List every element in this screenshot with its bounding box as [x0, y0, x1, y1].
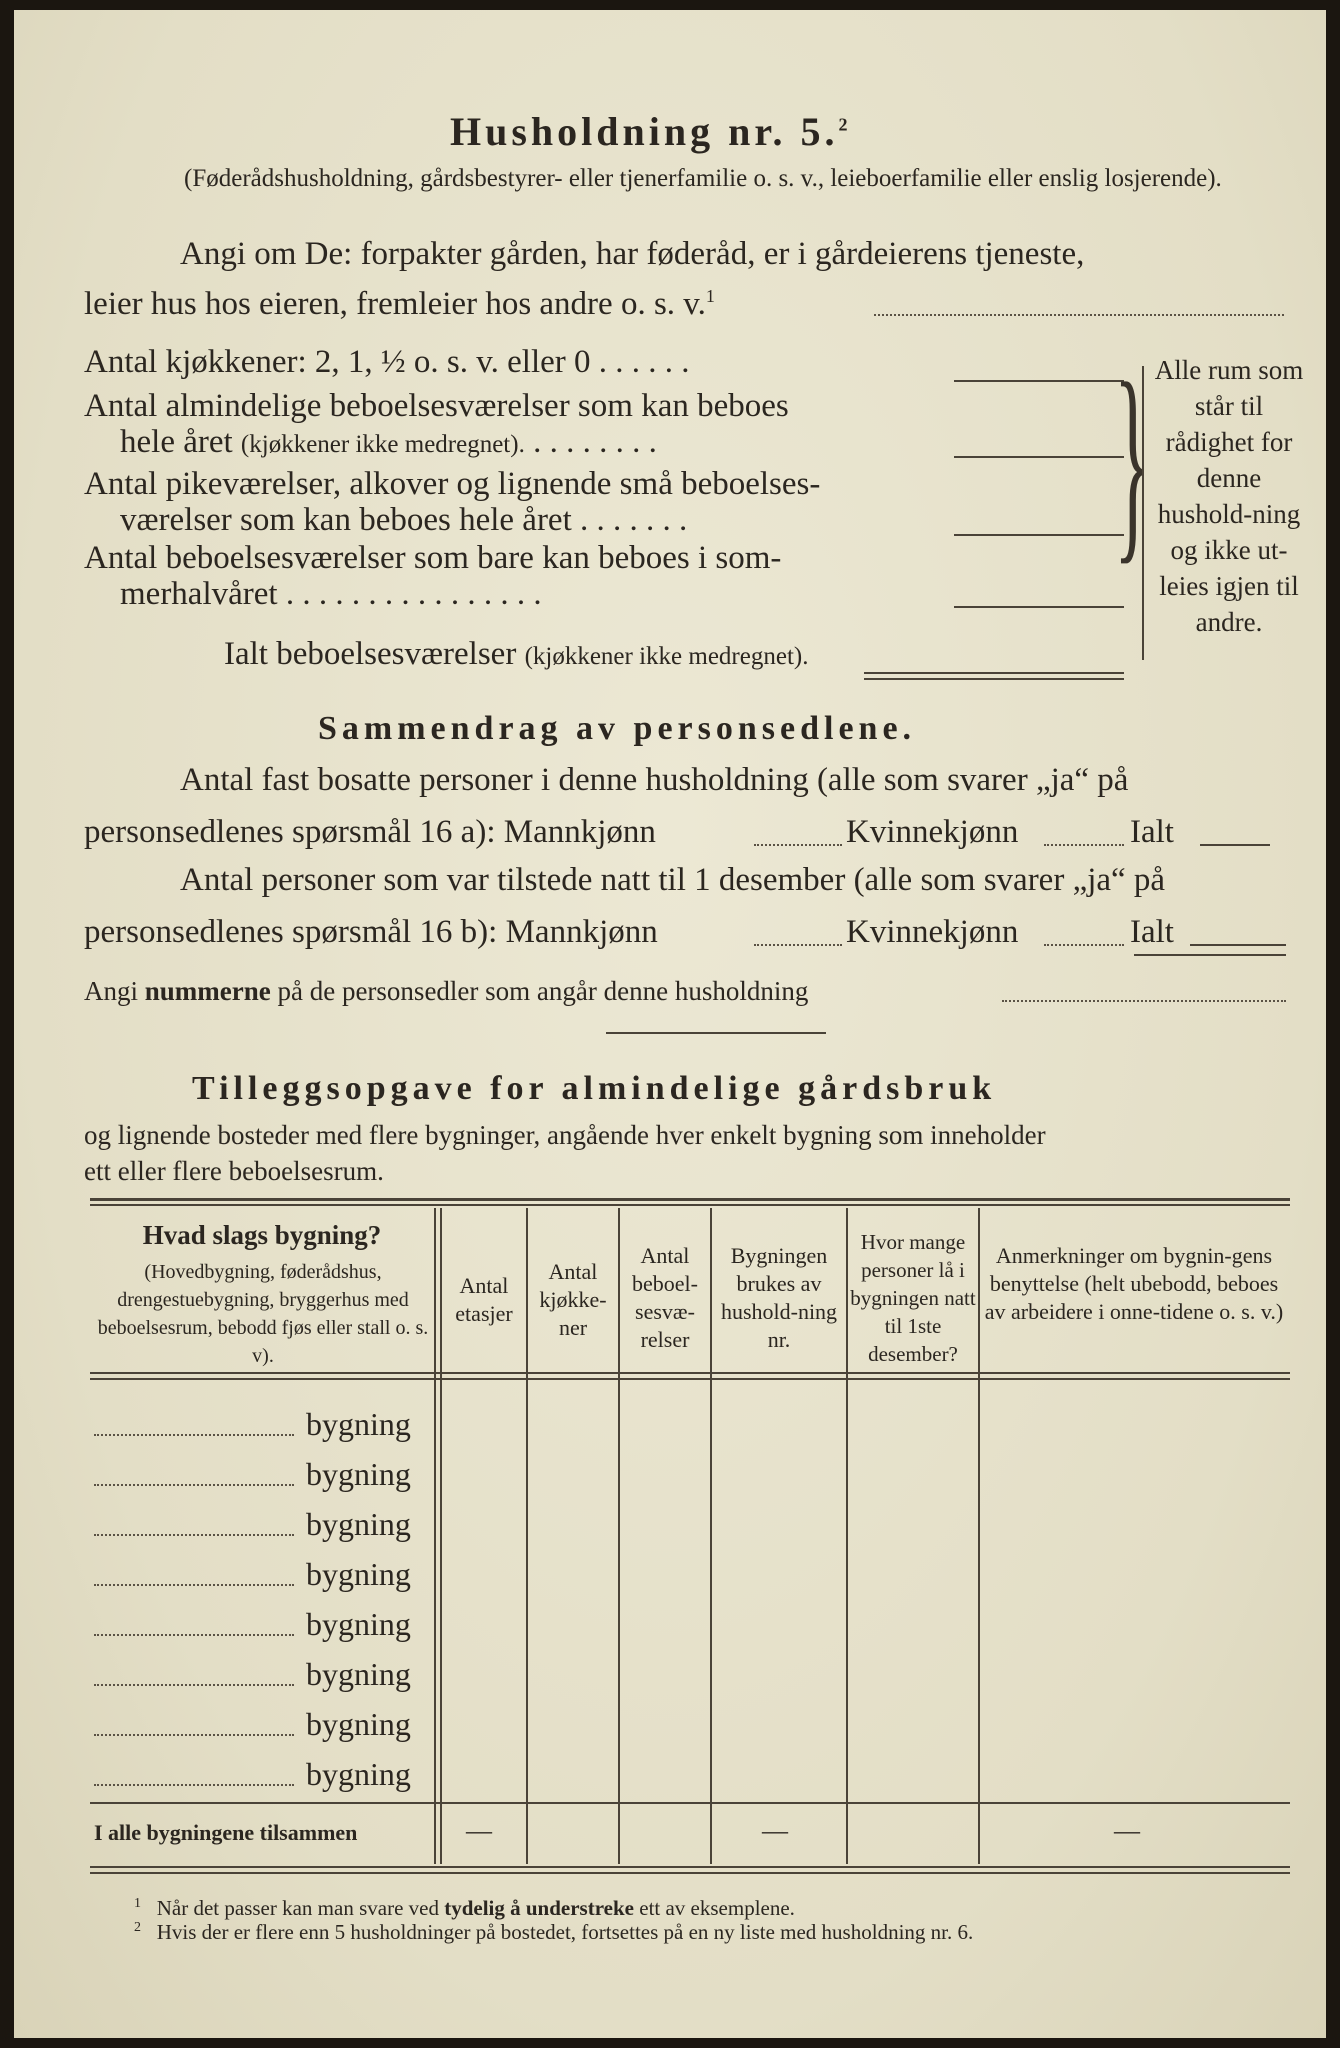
ordinary-rooms-text: hele året — [120, 424, 233, 460]
row-6-line — [94, 1684, 294, 1686]
answer-line-kitchens — [954, 380, 1124, 382]
resident-male-answer — [754, 844, 842, 846]
table-top-border — [90, 1198, 1290, 1201]
footnote-1 — [134, 1896, 795, 1921]
header-bottom-border-2 — [90, 1378, 1290, 1380]
present-persons-total-label: Ialt — [1130, 914, 1174, 950]
total-remarks-dash: — — [1114, 1816, 1140, 1845]
col-divider-5 — [846, 1208, 848, 1806]
total-household-dash: — — [762, 1816, 788, 1845]
section-divider — [606, 1032, 826, 1034]
numbers-word-rest: på de personsedler som angår denne husholdning — [277, 976, 809, 1006]
household-type-note: (Føderådshusholdning, gårdsbestyrer- eller tjenerfamilie o. s. v., leieboerfamilie eller enslig losjerende). — [184, 165, 1222, 192]
present-persons-male-label: personsedlenes spørsmål 16 b): Mannkjønn — [84, 914, 658, 950]
present-persons-female-label: Kvinnekjønn — [846, 914, 1019, 950]
row-1-line — [94, 1434, 294, 1436]
answer-line-summer-rooms — [954, 606, 1124, 608]
maid-rooms-label-1: Antal pikeværelser, alkover og lignende små beboelses- — [84, 466, 821, 502]
footnote-2 — [134, 1920, 973, 1945]
col-divider-4 — [710, 1208, 712, 1806]
numbers-word-1: Angi — [84, 976, 138, 1006]
col-living-rooms: Antal beboel-sesvæ-relser — [632, 1243, 698, 1352]
question-line-2 — [84, 286, 715, 323]
building-row-3: bygning — [306, 1506, 411, 1542]
total-row-bottom-border — [90, 1866, 1290, 1868]
total-col-divider-3 — [618, 1804, 620, 1864]
col-kitchens: Antal kjøkke-ner — [539, 1259, 607, 1340]
question-line-1: Angi om De: forpakter gården, har føderåd, er i gårdeierens tjeneste, — [180, 236, 1085, 272]
row-8-line — [94, 1784, 294, 1786]
title-footnote-mark: 2 — [838, 114, 852, 135]
present-persons-line-1: Antal personer som var tilstede natt til 1 desember (alle som svarer „ja“ på — [180, 862, 1166, 898]
building-row-1: bygning — [306, 1406, 411, 1442]
header-bottom-border — [90, 1372, 1290, 1374]
present-male-answer — [754, 944, 842, 946]
title-text: Husholdning nr. 5. — [450, 109, 839, 154]
col-remarks: Anmerkninger om bygnin-gens benyttelse (helt ubebodd, beboes av arbeidere i onne-tidene o. s. v.) — [984, 1243, 1284, 1324]
person-numbers-answer — [1002, 1000, 1286, 1002]
maid-rooms-label-2: værelser som kan beboes hele året . . . . . . . — [120, 502, 688, 538]
footnote-1-text-c: ett av eksemplene. — [639, 1896, 795, 1920]
footnote-1-mark: 1 — [134, 1896, 141, 1911]
total-row-top-border — [90, 1802, 1290, 1804]
total-row-label: I alle bygningene tilsammen — [94, 1820, 358, 1845]
total-rooms-label — [224, 636, 808, 673]
census-form-page — [14, 10, 1326, 2038]
building-row-6: bygning — [306, 1656, 411, 1692]
building-row-7: bygning — [306, 1706, 411, 1742]
table-top-border-2 — [90, 1204, 1290, 1206]
ordinary-rooms-label-1: Antal almindelige beboelsesværelser som kan beboes — [84, 388, 789, 424]
answer-line-maid-rooms — [954, 534, 1124, 536]
present-female-answer — [1044, 944, 1124, 946]
total-rooms-note: (kjøkkener ikke medregnet). — [524, 643, 809, 670]
rooms-side-note: Alle rum som står til rådighet for denne hushold-ning og ikke ut-leies igjen til andre. — [1154, 355, 1304, 637]
total-col-divider-4 — [710, 1804, 712, 1864]
resident-persons-line-1: Antal fast bosatte personer i denne husholdning (alle som svarer „ja“ på — [180, 762, 1129, 798]
row-5-line — [94, 1634, 294, 1636]
numbers-word-bold: nummerne — [144, 976, 271, 1006]
bracket-line — [1142, 366, 1144, 660]
answer-line-total-rooms — [864, 672, 1124, 674]
col-divider-6 — [978, 1208, 980, 1806]
total-col-divider-5 — [846, 1804, 848, 1864]
supplement-intro-1: og lignende bosteder med flere bygninger, angående hver enkelt bygning som inneholder — [84, 1120, 1046, 1150]
total-col-divider-1b — [440, 1804, 442, 1864]
form-title — [450, 108, 851, 155]
total-rooms-text: Ialt beboelsesværelser — [224, 636, 517, 672]
col-divider-3 — [618, 1208, 620, 1806]
col-floors: Antal etasjer — [455, 1273, 513, 1326]
present-total-answer — [1190, 944, 1286, 946]
footnote-1-text-a: Når det passer kan man svare ved — [156, 1896, 439, 1920]
building-row-4: bygning — [306, 1556, 411, 1592]
footnote-2-mark: 2 — [134, 1920, 141, 1935]
total-col-divider-1 — [434, 1804, 436, 1864]
total-col-divider-6 — [978, 1804, 980, 1864]
resident-persons-female-label: Kvinnekjønn — [846, 814, 1019, 850]
question-footnote-mark: 1 — [705, 286, 715, 306]
answer-line-ordinary-rooms — [954, 456, 1124, 458]
resident-female-answer — [1044, 844, 1124, 846]
building-row-2: bygning — [306, 1456, 411, 1492]
question-line-2-text: leier hus hos eieren, fremleier hos andre o. s. v. — [84, 286, 706, 322]
footnote-1-text-bold: tydelig å understreke — [444, 1896, 634, 1920]
supplement-intro-2: ett eller flere beboelsesrum. — [84, 1156, 384, 1186]
col-building-type-title: Hvad slags bygning? — [142, 1220, 382, 1250]
summer-rooms-label-2: merhalvåret . . . . . . . . . . . . . . . . — [120, 576, 542, 612]
building-row-8: bygning — [306, 1756, 411, 1792]
person-numbers-label — [84, 976, 808, 1007]
building-row-5: bygning — [306, 1606, 411, 1642]
col-building-type-sub: (Hovedbygning, føderådshus, drengestuebygning, bryggerhus med beboelsesrum, bebodd fjøs eller stall o. s. v). — [97, 1261, 429, 1367]
col-divider-1 — [434, 1208, 436, 1806]
kitchens-label: Antal kjøkkener: 2, 1, ½ o. s. v. eller 0 . . . . . . — [84, 344, 690, 380]
ordinary-rooms-note: (kjøkkener ikke medregnet). — [240, 431, 525, 458]
col-household-no: Bygningen brukes av hushold-ning nr. — [720, 1243, 838, 1352]
answer-line-total-rooms-double — [864, 678, 1124, 680]
total-floors-dash: — — [466, 1816, 492, 1845]
col-persons-night: Hvor mange personer lå i bygningen natt til 1ste desember? — [850, 1230, 976, 1366]
row-4-line — [94, 1584, 294, 1586]
total-col-divider-2 — [526, 1804, 528, 1864]
ordinary-rooms-label-2: hele året (kjøkkener ikke medregnet). . . . . . . . . — [120, 424, 657, 460]
supplement-heading: Tilleggsopgave for almindelige gårdsbruk — [192, 1070, 997, 1107]
col-divider-1b — [440, 1208, 442, 1806]
resident-persons-total-label: Ialt — [1130, 814, 1174, 850]
resident-total-answer — [1200, 844, 1270, 846]
row-7-line — [94, 1734, 294, 1736]
summer-rooms-label-1: Antal beboelsesværelser som bare kan beboes i som- — [84, 540, 782, 576]
answer-line-status — [874, 314, 1284, 316]
row-2-line — [94, 1484, 294, 1486]
resident-persons-male-label: personsedlenes spørsmål 16 a): Mannkjønn — [84, 814, 656, 850]
row-3-line — [94, 1534, 294, 1536]
present-total-underline — [1134, 954, 1286, 956]
col-divider-2 — [526, 1208, 528, 1806]
summary-heading: Sammendrag av personsedlene. — [318, 710, 917, 747]
total-row-bottom-border-2 — [90, 1872, 1290, 1874]
footnote-2-text: Hvis der er flere enn 5 husholdninger på bostedet, fortsettes på en ny liste med husholdning nr. 6. — [156, 1920, 974, 1944]
bracket-glyph: } — [1114, 338, 1151, 582]
